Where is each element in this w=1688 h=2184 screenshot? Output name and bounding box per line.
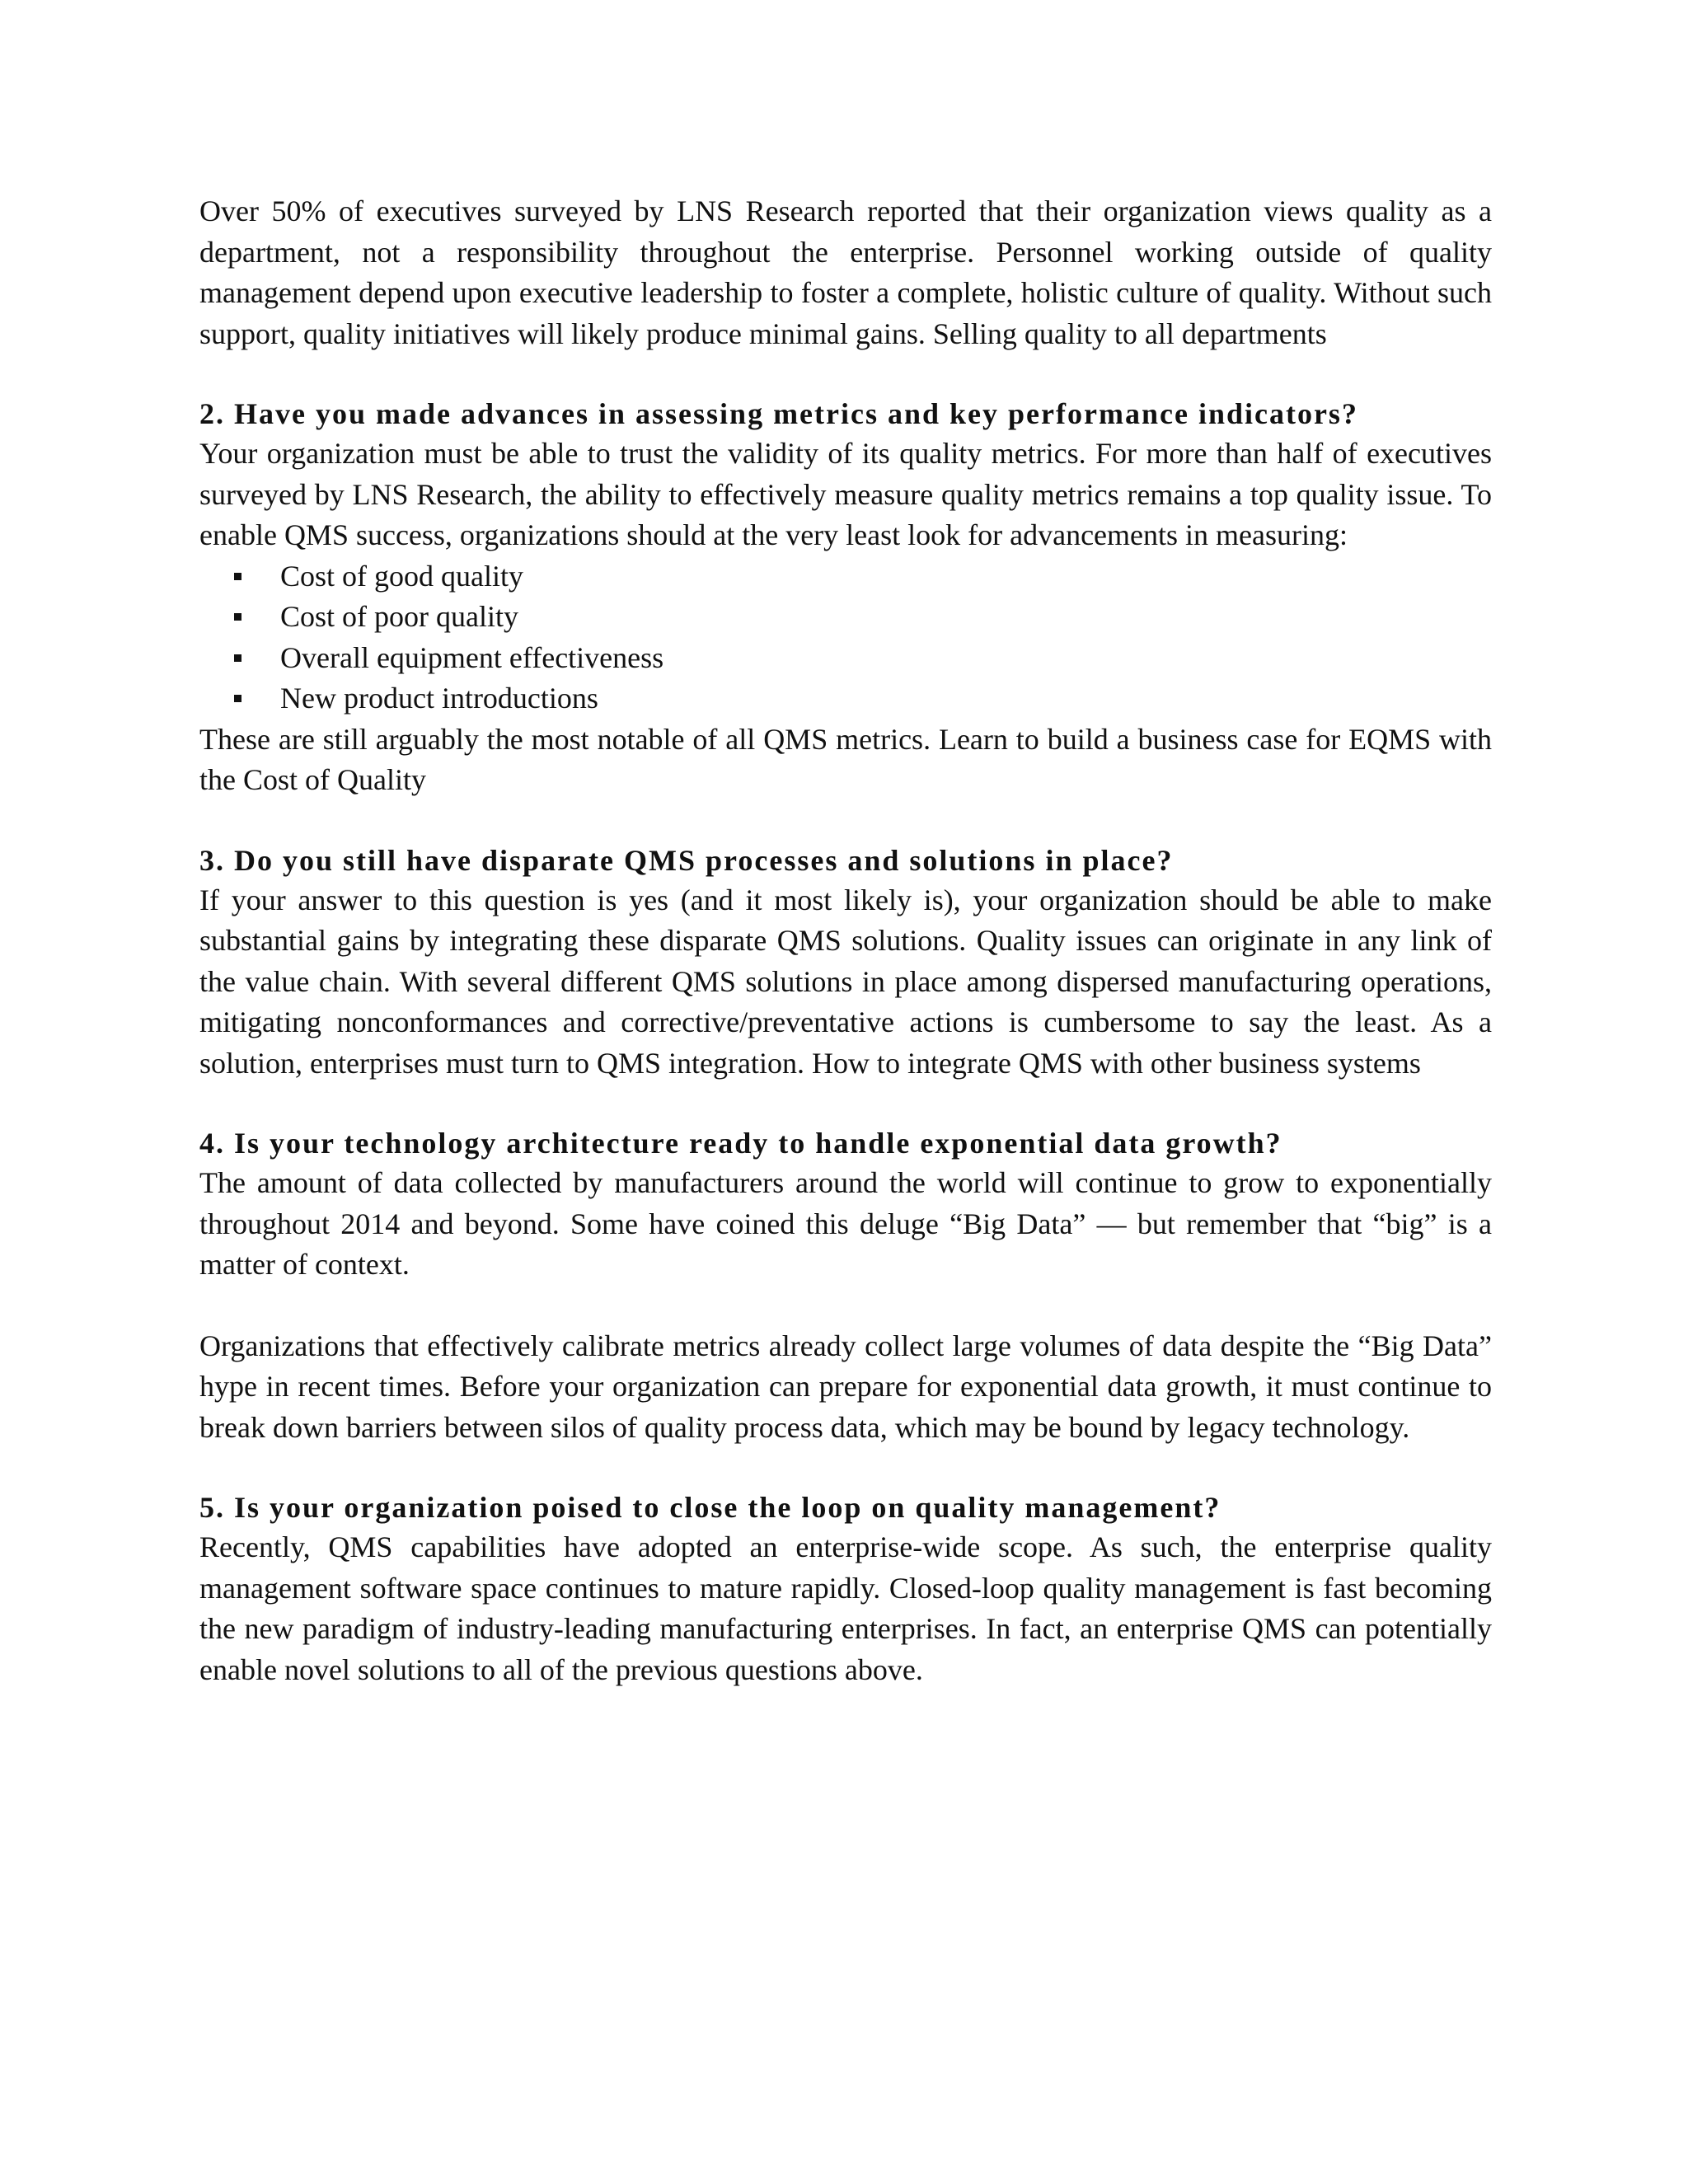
- list-item-text: Cost of good quality: [280, 559, 523, 593]
- section-5-paragraph: Recently, QMS capabilities have adopted an enterprise-wide scope. As such, the enterprise quality management software space continues to mature rapidly. Closed-loop quality management is fast becoming the new paradigm of industry-leading manufacturing enterprises. In fact, an enterprise QMS can potentially enable novel solutions to all of the previous questions above.: [199, 1530, 1492, 1686]
- section-2-paragraph: Your organization must be able to trust the validity of its quality metrics. For more than half of executives surveyed by LNS Research, the ability to effectively measure quality metrics remains a top quality issue. To enable QMS success, organizations should at the very least look for advancements in measuring:: [199, 437, 1492, 551]
- section-2-heading: 2. Have you made advances in assessing metrics and key performance indicators?: [199, 397, 1358, 430]
- list-item: [199, 638, 1492, 679]
- intro-paragraph: Over 50% of executives surveyed by LNS Research reported that their organization views quality as a department, not a responsibility throughout the enterprise. Personnel working outside of quality management depend upon executive leadership to foster a complete, holistic culture of quality. Without such support, quality initiatives will likely produce minimal gains. Selling quality to all departments: [199, 194, 1492, 350]
- square-bullet-icon: [234, 654, 241, 662]
- metrics-bullet-list: [199, 556, 1492, 719]
- section-3-heading: 3. Do you still have disparate QMS processes and solutions in place?: [199, 843, 1174, 877]
- square-bullet-icon: [234, 613, 241, 621]
- square-bullet-icon: [234, 573, 241, 580]
- section-4-paragraph-2: Organizations that effectively calibrate metrics already collect large volumes of data despite the “Big Data” hype in recent times. Before your organization can prepare for exponential data growth, it must continue to break down barriers between silos of quality process data, which may be bound by legacy technology.: [199, 1329, 1492, 1444]
- list-item: [199, 556, 1492, 598]
- square-bullet-icon: [234, 695, 241, 702]
- list-item-text: Overall equipment effectiveness: [280, 640, 664, 674]
- list-item: [199, 678, 1492, 719]
- list-item-text: New product introductions: [280, 682, 598, 715]
- list-item-text: Cost of poor quality: [280, 600, 518, 633]
- document-body: [199, 191, 1492, 1690]
- list-item: [199, 597, 1492, 638]
- section-3-paragraph: If your answer to this question is yes (and it most likely is), your organization should be able to make substantial gains by integrating these disparate QMS solutions. Quality issues can originate in any link of the value chain. With several different QMS solutions in place among dispersed manufacturing operations, mitigating nonconformances and corrective/preventative actions is cumbersome to say the least. As a solution, enterprises must turn to QMS integration. How to integrate QMS with other business systems: [199, 883, 1492, 1080]
- section-4-paragraph-1: The amount of data collected by manufacturers around the world will continue to grow to exponentially throughout 2014 and beyond. Some have coined this deluge “Big Data” — but remember that “big” is a matter of context.: [199, 1166, 1492, 1281]
- section-5-heading: 5. Is your organization poised to close the loop on quality management?: [199, 1491, 1221, 1524]
- section-2-after-paragraph: These are still arguably the most notable of all QMS metrics. Learn to build a business case for EQMS with the Cost of Quality: [199, 722, 1492, 796]
- section-4-heading: 4. Is your technology architecture ready to handle exponential data growth?: [199, 1127, 1282, 1160]
